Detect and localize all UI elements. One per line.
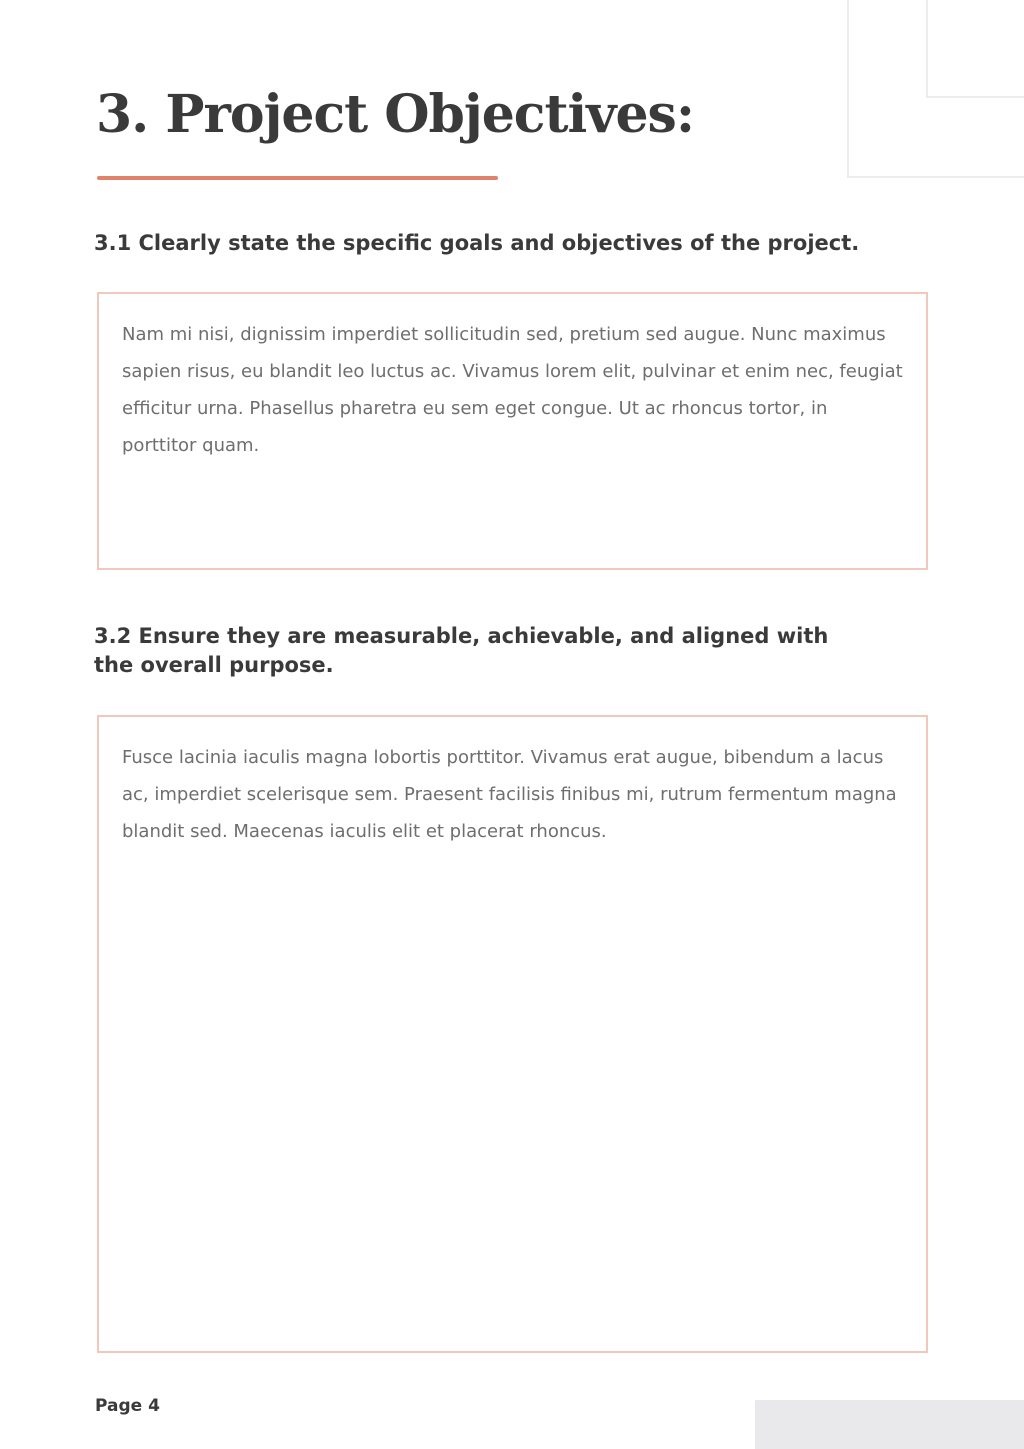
footer-decoration-block — [755, 1400, 1024, 1449]
page-number: Page 4 — [95, 1396, 160, 1416]
section-heading-3-1: 3.1 Clearly state the specific goals and objectives of the project. — [94, 231, 860, 255]
body-text-3-2: Fusce lacinia iaculis magna lobortis porttitor. Vivamus erat augue, bibendum a lacus ac, imperdiet scelerisque sem. Praesent facilisis finibus mi, rutrum fermentum magna blandit sed. Maecenas iaculis elit et placerat rhoncus. — [122, 747, 897, 842]
section-heading-3-2: 3.2 Ensure they are measurable, achievable, and aligned with the overall purpose. — [94, 624, 829, 677]
text-box-3-2 — [97, 715, 928, 1353]
page-title: 3. Project Objectives: — [96, 84, 695, 145]
body-text-3-1: Nam mi nisi, dignissim imperdiet sollicitudin sed, pretium sed augue. Nunc maximus sapien risus, eu blandit leo luctus ac. Vivamus lorem elit, pulvinar et enim nec, feugiat efficitur urna. Phasellus pharetra eu sem eget congue. Ut ac rhoncus tortor, in porttitor quam. — [122, 324, 903, 456]
title-underline — [97, 176, 498, 180]
text-box-3-1 — [97, 292, 928, 570]
corner-decoration-inner — [926, 0, 1024, 98]
